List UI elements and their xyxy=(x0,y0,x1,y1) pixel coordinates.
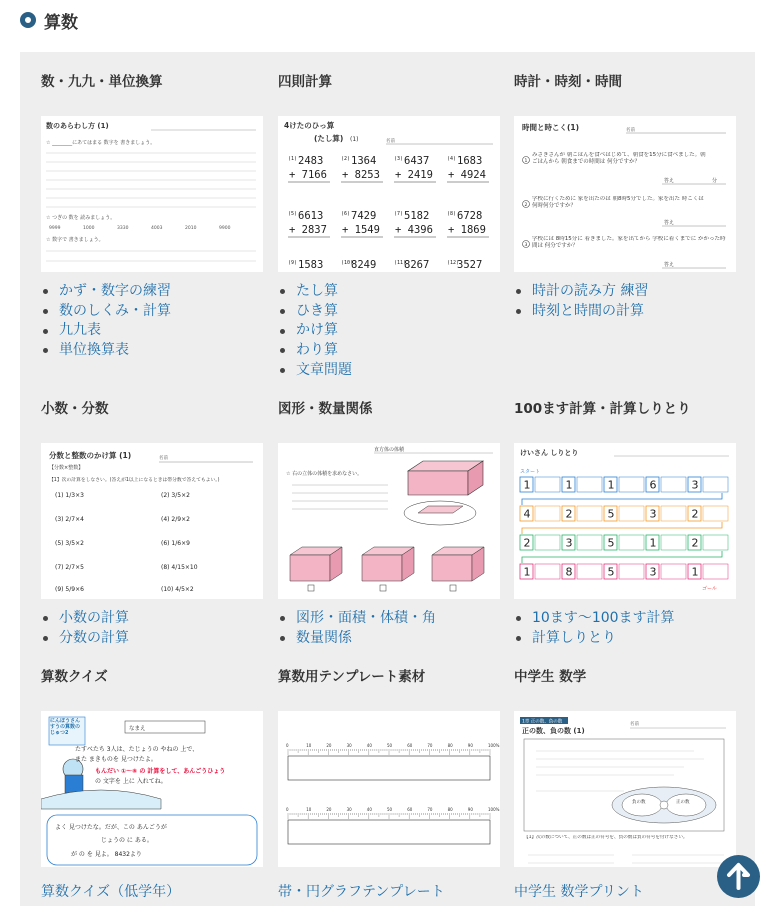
svg-text:2: 2 xyxy=(524,203,528,208)
problem-addend: + 1549 xyxy=(342,224,380,236)
link-zukei[interactable]: 図形・面積・体積・角 xyxy=(296,610,436,626)
thumb-line: の 文字を 上に 入れてね。 xyxy=(95,778,167,785)
siritori-blank xyxy=(619,506,644,521)
problem-number: (4) xyxy=(447,156,457,162)
thumb-item: (10) 4/5×2 xyxy=(161,586,194,593)
siritori-blank xyxy=(661,506,686,521)
thumb-minute: 分 xyxy=(712,178,718,184)
thumb-question: 学校に行くために 家を出たのは 朝8時5分でした。家を出た 時こくは 何時何分ですか？ xyxy=(532,196,704,209)
thumb-line: が の を 見よ。 8432より xyxy=(71,851,142,858)
problem-addend: 7429 xyxy=(351,210,377,222)
link-sansuu-quiz[interactable]: 算数クイズ（低学年） xyxy=(41,884,181,900)
thumb-question: 【1】次の数について、正の数は正の符号を、負の数は負の符号を付けなさい。 xyxy=(524,835,688,840)
worksheet-preview xyxy=(41,443,263,599)
siritori-number: 1 xyxy=(607,478,615,492)
l-shape-figures xyxy=(290,547,484,591)
siritori-arrow xyxy=(522,493,722,505)
siritori-number: 1 xyxy=(565,478,573,492)
thumb-instruction: ☆ つぎの 数を 読みましょう。 xyxy=(46,215,116,221)
problem-addend: 1683 xyxy=(457,155,483,167)
problem-addend: + 4396 xyxy=(395,224,433,236)
siritori-number: 3 xyxy=(649,507,657,521)
thumb-question: みさきさんが 朝ごはんを食べはじめて、朝食を15分に食べました。朝ごはんから 朝食までの時間は 何分ですか？ xyxy=(532,152,706,165)
thumb-name-label: なまえ xyxy=(129,726,146,732)
link-kakezan[interactable]: かけ算 xyxy=(296,322,338,339)
problem-grid xyxy=(288,155,489,271)
siritori-blank xyxy=(535,535,560,550)
problem-addend: + 2837 xyxy=(289,224,327,236)
category-cell xyxy=(278,72,500,378)
thumb-title: 分数と整数のかけ算 (1) xyxy=(49,451,132,460)
ruler-label: 40 xyxy=(366,743,372,748)
siritori-blank xyxy=(661,564,686,579)
thumb-title: 数のあらわし方 (1) xyxy=(46,122,109,130)
link-100masu[interactable]: 10ます～100ます計算 xyxy=(532,610,675,626)
siritori-number: 2 xyxy=(691,507,699,521)
category-cell xyxy=(278,667,500,900)
thumb-number: 9900 xyxy=(219,226,231,231)
siritori-blank xyxy=(661,535,686,550)
ruler-label: 30 xyxy=(346,743,352,748)
worksheet-thumbnail[interactable] xyxy=(41,443,263,599)
siritori-blank xyxy=(703,535,728,550)
siritori-number: 1 xyxy=(523,478,531,492)
svg-text:3: 3 xyxy=(524,243,528,248)
ruler-label: 80 xyxy=(447,807,453,812)
thumb-title: にんぽうさんすうの算数のじゅつ2 xyxy=(50,718,81,736)
thumb-item: (7) 2/7×5 xyxy=(55,564,84,571)
worksheet-preview xyxy=(41,116,263,272)
category-title: 時計・時刻・時間 xyxy=(514,74,622,90)
link-warizan[interactable]: わり算 xyxy=(296,342,338,359)
siritori-blank xyxy=(535,477,560,492)
ruler-label: 80 xyxy=(447,743,453,748)
thumb-item: (3) 2/7×4 xyxy=(55,516,84,523)
thumb-title: けいさん しりとり xyxy=(520,449,579,457)
thumb-label: 負の数 xyxy=(632,800,646,805)
category-cell xyxy=(41,72,263,359)
siritori-blank xyxy=(577,535,602,550)
problem-number: (6) xyxy=(341,211,351,217)
thumb-line: また まきものを 見つけたよ。 xyxy=(75,756,157,763)
arrow-up-icon xyxy=(717,855,760,898)
list-item xyxy=(43,321,171,341)
siritori-arrow xyxy=(522,551,722,563)
thumb-line: たすべたち 3人は、たじょうの やねの 上で、 xyxy=(75,746,199,753)
siritori-blank xyxy=(577,477,602,492)
band-graph-template xyxy=(286,807,500,844)
link-obi-en-graph[interactable]: 帯・円グラフテンプレート xyxy=(278,884,445,900)
siritori-number: 5 xyxy=(607,507,615,521)
worksheet-thumbnail[interactable] xyxy=(514,711,736,867)
link-tokei-yomikata[interactable]: 時計の読み方 練習 xyxy=(532,283,649,299)
ruler-label: 0 xyxy=(286,743,289,748)
category-title: 100ます計算・計算しりとり xyxy=(514,401,691,417)
list-item xyxy=(43,609,129,629)
category-cell xyxy=(514,667,736,900)
link-tashizan[interactable]: たし算 xyxy=(296,283,338,299)
worksheet-thumbnail[interactable] xyxy=(41,116,263,272)
list-item xyxy=(280,361,352,381)
list-item xyxy=(280,629,436,649)
siritori-number: 4 xyxy=(523,507,531,521)
thumb-line: よく 見つけたな。だが、この あんごうが xyxy=(55,824,167,831)
list-item xyxy=(516,302,648,322)
siritori-arrow xyxy=(522,522,722,534)
problem-number: (9) xyxy=(288,260,298,266)
link-tani-kansan[interactable]: 単位換算表 xyxy=(59,342,129,359)
problem-number: (5) xyxy=(288,211,298,217)
ruler-label: 40 xyxy=(366,807,372,812)
thumb-title: 直方体の体積 xyxy=(374,447,405,453)
thumb-title: 4けたのひっ算 xyxy=(284,121,335,130)
cuboid-figure xyxy=(404,461,483,525)
category-title: 図形・数量関係 xyxy=(278,401,373,417)
ruler-label: 50 xyxy=(387,807,393,812)
list-item xyxy=(516,629,675,649)
thumb-answer-label: 答え xyxy=(664,220,675,226)
thumb-line: もんだい ①～⑧ の 計算をして、あんごうひょう xyxy=(95,768,226,775)
svg-text:名前: 名前 xyxy=(159,456,168,461)
thumb-number: (1) xyxy=(350,136,359,143)
ruler-label: 70 xyxy=(427,743,433,748)
worksheet-preview xyxy=(514,711,736,867)
siritori-blank xyxy=(661,477,686,492)
problem-addend: 5182 xyxy=(404,210,430,222)
thumb-answer-label: 答え xyxy=(664,178,675,184)
siritori-number: 1 xyxy=(691,565,699,579)
worksheet-thumbnail[interactable] xyxy=(278,443,500,599)
thumb-number: 9999 xyxy=(49,226,61,231)
worksheet-thumbnail[interactable] xyxy=(278,711,500,867)
siritori-number: 3 xyxy=(691,478,699,492)
list-item xyxy=(280,302,352,322)
category-title: 四則計算 xyxy=(278,74,332,90)
problem-number: (8) xyxy=(447,211,457,217)
worksheet-thumbnail[interactable] xyxy=(514,443,736,599)
thumb-subtitle: 【分数×整数】 xyxy=(49,465,84,471)
problem-addend: 6437 xyxy=(404,155,430,167)
category-title: 算数用テンプレート素材 xyxy=(278,669,426,685)
thumb-item: (2) 3/5×2 xyxy=(161,492,190,499)
list-item xyxy=(280,321,352,341)
list-item xyxy=(280,341,352,361)
thumb-subtitle: (たし算) xyxy=(314,134,344,143)
ruler-label: 90 xyxy=(467,807,473,812)
ruler-label: 50 xyxy=(387,743,393,748)
list-item xyxy=(280,282,352,302)
worksheet-thumbnail[interactable] xyxy=(41,711,263,867)
thumb-number: 3330 xyxy=(117,226,129,231)
siritori-number: 5 xyxy=(607,565,615,579)
thumb-item: (8) 4/15×10 xyxy=(161,564,198,571)
siritori-blank xyxy=(577,564,602,579)
problem-number: (3) xyxy=(394,156,404,162)
ruler-label: 100% xyxy=(488,807,500,812)
category-title: 算数クイズ xyxy=(41,669,108,685)
circle-dot-icon xyxy=(20,12,36,28)
back-to-top-button[interactable] xyxy=(717,855,760,898)
problem-number: (12) xyxy=(447,260,460,266)
link-keisan-shiritori[interactable]: 計算しりとり xyxy=(532,629,616,646)
siritori-number: 2 xyxy=(691,536,699,550)
link-bunshou-mondai[interactable]: 文章問題 xyxy=(296,361,352,378)
problem-addend: 8267 xyxy=(404,259,430,271)
thumb-name-label: 名前 xyxy=(630,722,639,727)
problem-addend: + 1869 xyxy=(448,224,486,236)
problem-number: (10) xyxy=(341,260,354,266)
thumb-line: じょうの に ある。 xyxy=(101,837,153,844)
band-box xyxy=(288,820,490,844)
band-box xyxy=(288,756,490,780)
link-shousuu-keisan[interactable]: 小数の計算 xyxy=(59,610,129,626)
problem-addend: + 8253 xyxy=(342,169,380,181)
list-item xyxy=(516,282,648,302)
ruler-label: 20 xyxy=(326,807,332,812)
category-cell xyxy=(41,399,263,646)
siritori-blank xyxy=(619,477,644,492)
ruler-label: 60 xyxy=(407,807,413,812)
problem-number: (1) xyxy=(288,156,298,162)
ruler-label: 10 xyxy=(306,743,312,748)
category-cell xyxy=(514,72,736,319)
thumb-title: 正の数、負の数 (1) xyxy=(522,727,585,735)
problem-number: (2) xyxy=(341,156,351,162)
thumb-number: 2010 xyxy=(185,226,197,231)
siritori-number: 5 xyxy=(607,536,615,550)
siritori-number: 2 xyxy=(523,536,531,550)
band-graph-template xyxy=(286,743,500,780)
ruler-label: 0 xyxy=(286,807,289,812)
siritori-number: 3 xyxy=(565,536,573,550)
category-title: 中学生 数学 xyxy=(514,669,587,685)
thumb-instruction: 【1】次の計算をしなさい。(答えが1以上になるときは帯分数で答えてもよい。) xyxy=(49,478,220,483)
siritori-blank xyxy=(535,506,560,521)
svg-text:1: 1 xyxy=(524,159,528,164)
list-item xyxy=(43,302,171,322)
siritori-grid xyxy=(520,477,728,579)
thumb-question: 学校には 8時15分に 着きました。家を出てから 学校に着くまでに かかった時間は 何分ですか？ xyxy=(532,236,726,249)
siritori-blank xyxy=(703,506,728,521)
worksheet-preview xyxy=(41,711,263,867)
list-item xyxy=(516,609,675,629)
link-list xyxy=(516,282,648,321)
siritori-number: 2 xyxy=(565,507,573,521)
link-kukuhyou[interactable]: 九九表 xyxy=(59,322,101,339)
category-cell xyxy=(41,667,263,900)
link-list xyxy=(280,282,352,381)
problem-addend: + 7166 xyxy=(289,169,327,181)
thumb-item: (1) 1/3×3 xyxy=(55,492,84,499)
link-suuryou-kankei[interactable]: 数量関係 xyxy=(296,629,352,646)
link-hikizan[interactable]: ひき算 xyxy=(296,302,338,319)
thumb-start: スタート xyxy=(520,469,541,475)
problem-addend: 2483 xyxy=(298,155,324,167)
link-bunsuu-keisan[interactable]: 分数の計算 xyxy=(59,629,129,646)
thumb-item: (4) 2/9×2 xyxy=(161,516,190,523)
worksheet-thumbnail[interactable] xyxy=(514,116,736,272)
link-list xyxy=(43,282,171,361)
problem-addend: 3527 xyxy=(457,259,483,271)
list-item xyxy=(43,629,129,649)
ruler-label: 100% xyxy=(488,743,500,748)
category-title: 数・九九・単位換算 xyxy=(41,74,163,90)
section-title: 算数 xyxy=(44,12,78,33)
ruler-label: 20 xyxy=(326,743,332,748)
thumb-title: 時間と時こく(1) xyxy=(522,123,580,132)
list-item xyxy=(43,341,171,361)
worksheet-preview xyxy=(278,116,500,272)
thumb-name-label: 名前 xyxy=(626,128,635,133)
thumb-item: (5) 3/5×2 xyxy=(55,540,84,547)
list-item xyxy=(43,282,171,302)
siritori-blank xyxy=(619,535,644,550)
worksheet-preview xyxy=(278,711,500,867)
siritori-number: 6 xyxy=(649,478,657,492)
category-cell xyxy=(278,399,500,646)
ruler-label: 90 xyxy=(467,743,473,748)
svg-text:名前: 名前 xyxy=(386,139,395,144)
siritori-number: 3 xyxy=(649,565,657,579)
problem-addend: 8249 xyxy=(351,259,377,271)
worksheet-preview xyxy=(514,443,736,599)
section-header xyxy=(20,8,78,32)
thumb-chapter: 1章 正の数、負の数 xyxy=(522,719,563,725)
worksheet-thumbnail[interactable] xyxy=(278,116,500,272)
link-list xyxy=(280,609,436,648)
siritori-blank xyxy=(703,477,728,492)
link-jikoku-jikan[interactable]: 時刻と時間の計算 xyxy=(532,302,644,319)
category-panel xyxy=(20,52,755,906)
list-item xyxy=(280,609,436,629)
ruler-label: 10 xyxy=(306,807,312,812)
link-kazu-suuji[interactable]: かず・数字の練習 xyxy=(59,283,171,299)
category-title: 小数・分数 xyxy=(41,401,109,417)
link-list xyxy=(516,609,675,648)
problem-addend: 1583 xyxy=(298,259,324,271)
worksheet-preview xyxy=(514,116,736,272)
problem-addend: 1364 xyxy=(351,155,377,167)
problem-number: (7) xyxy=(394,211,404,217)
siritori-blank xyxy=(535,564,560,579)
siritori-blank xyxy=(619,564,644,579)
siritori-number: 1 xyxy=(523,565,531,579)
problem-addend: + 2419 xyxy=(395,169,433,181)
link-kazu-shikumi[interactable]: 数のしくみ・計算 xyxy=(59,302,171,319)
thumb-instruction: ☆ 数字で 書きましょう。 xyxy=(46,237,104,243)
siritori-number: 1 xyxy=(649,536,657,550)
problem-addend: 6728 xyxy=(457,210,483,222)
category-cell xyxy=(514,399,736,646)
thumb-label: 正の数 xyxy=(676,800,690,805)
thumb-number: 4003 xyxy=(151,226,163,231)
siritori-number: 8 xyxy=(565,565,573,579)
thumb-number: 1000 xyxy=(83,226,95,231)
problem-number: (11) xyxy=(394,260,407,266)
siritori-blank xyxy=(577,506,602,521)
problem-addend: 6613 xyxy=(298,210,324,222)
thumb-instruction: ☆ ________にあてはまる 数字を 書きましょう。 xyxy=(46,140,156,146)
ruler-label: 60 xyxy=(407,743,413,748)
ruler-label: 70 xyxy=(427,807,433,812)
thumb-goal: ゴール xyxy=(702,586,717,592)
link-list xyxy=(43,609,129,648)
thumb-item: (9) 5/9×6 xyxy=(55,586,84,593)
thumb-answer-label: 答え xyxy=(664,262,675,268)
link-chuugakusei-suugaku[interactable]: 中学生 数学プリント xyxy=(514,884,644,900)
worksheet-preview xyxy=(278,443,500,599)
thumb-item: (6) 1/6×9 xyxy=(161,540,190,547)
problem-addend: + 4924 xyxy=(448,169,486,181)
ruler-label: 30 xyxy=(346,807,352,812)
thumb-instruction: ☆ 右の立体の体積を求めなさい。 xyxy=(286,471,363,477)
siritori-blank xyxy=(703,564,728,579)
